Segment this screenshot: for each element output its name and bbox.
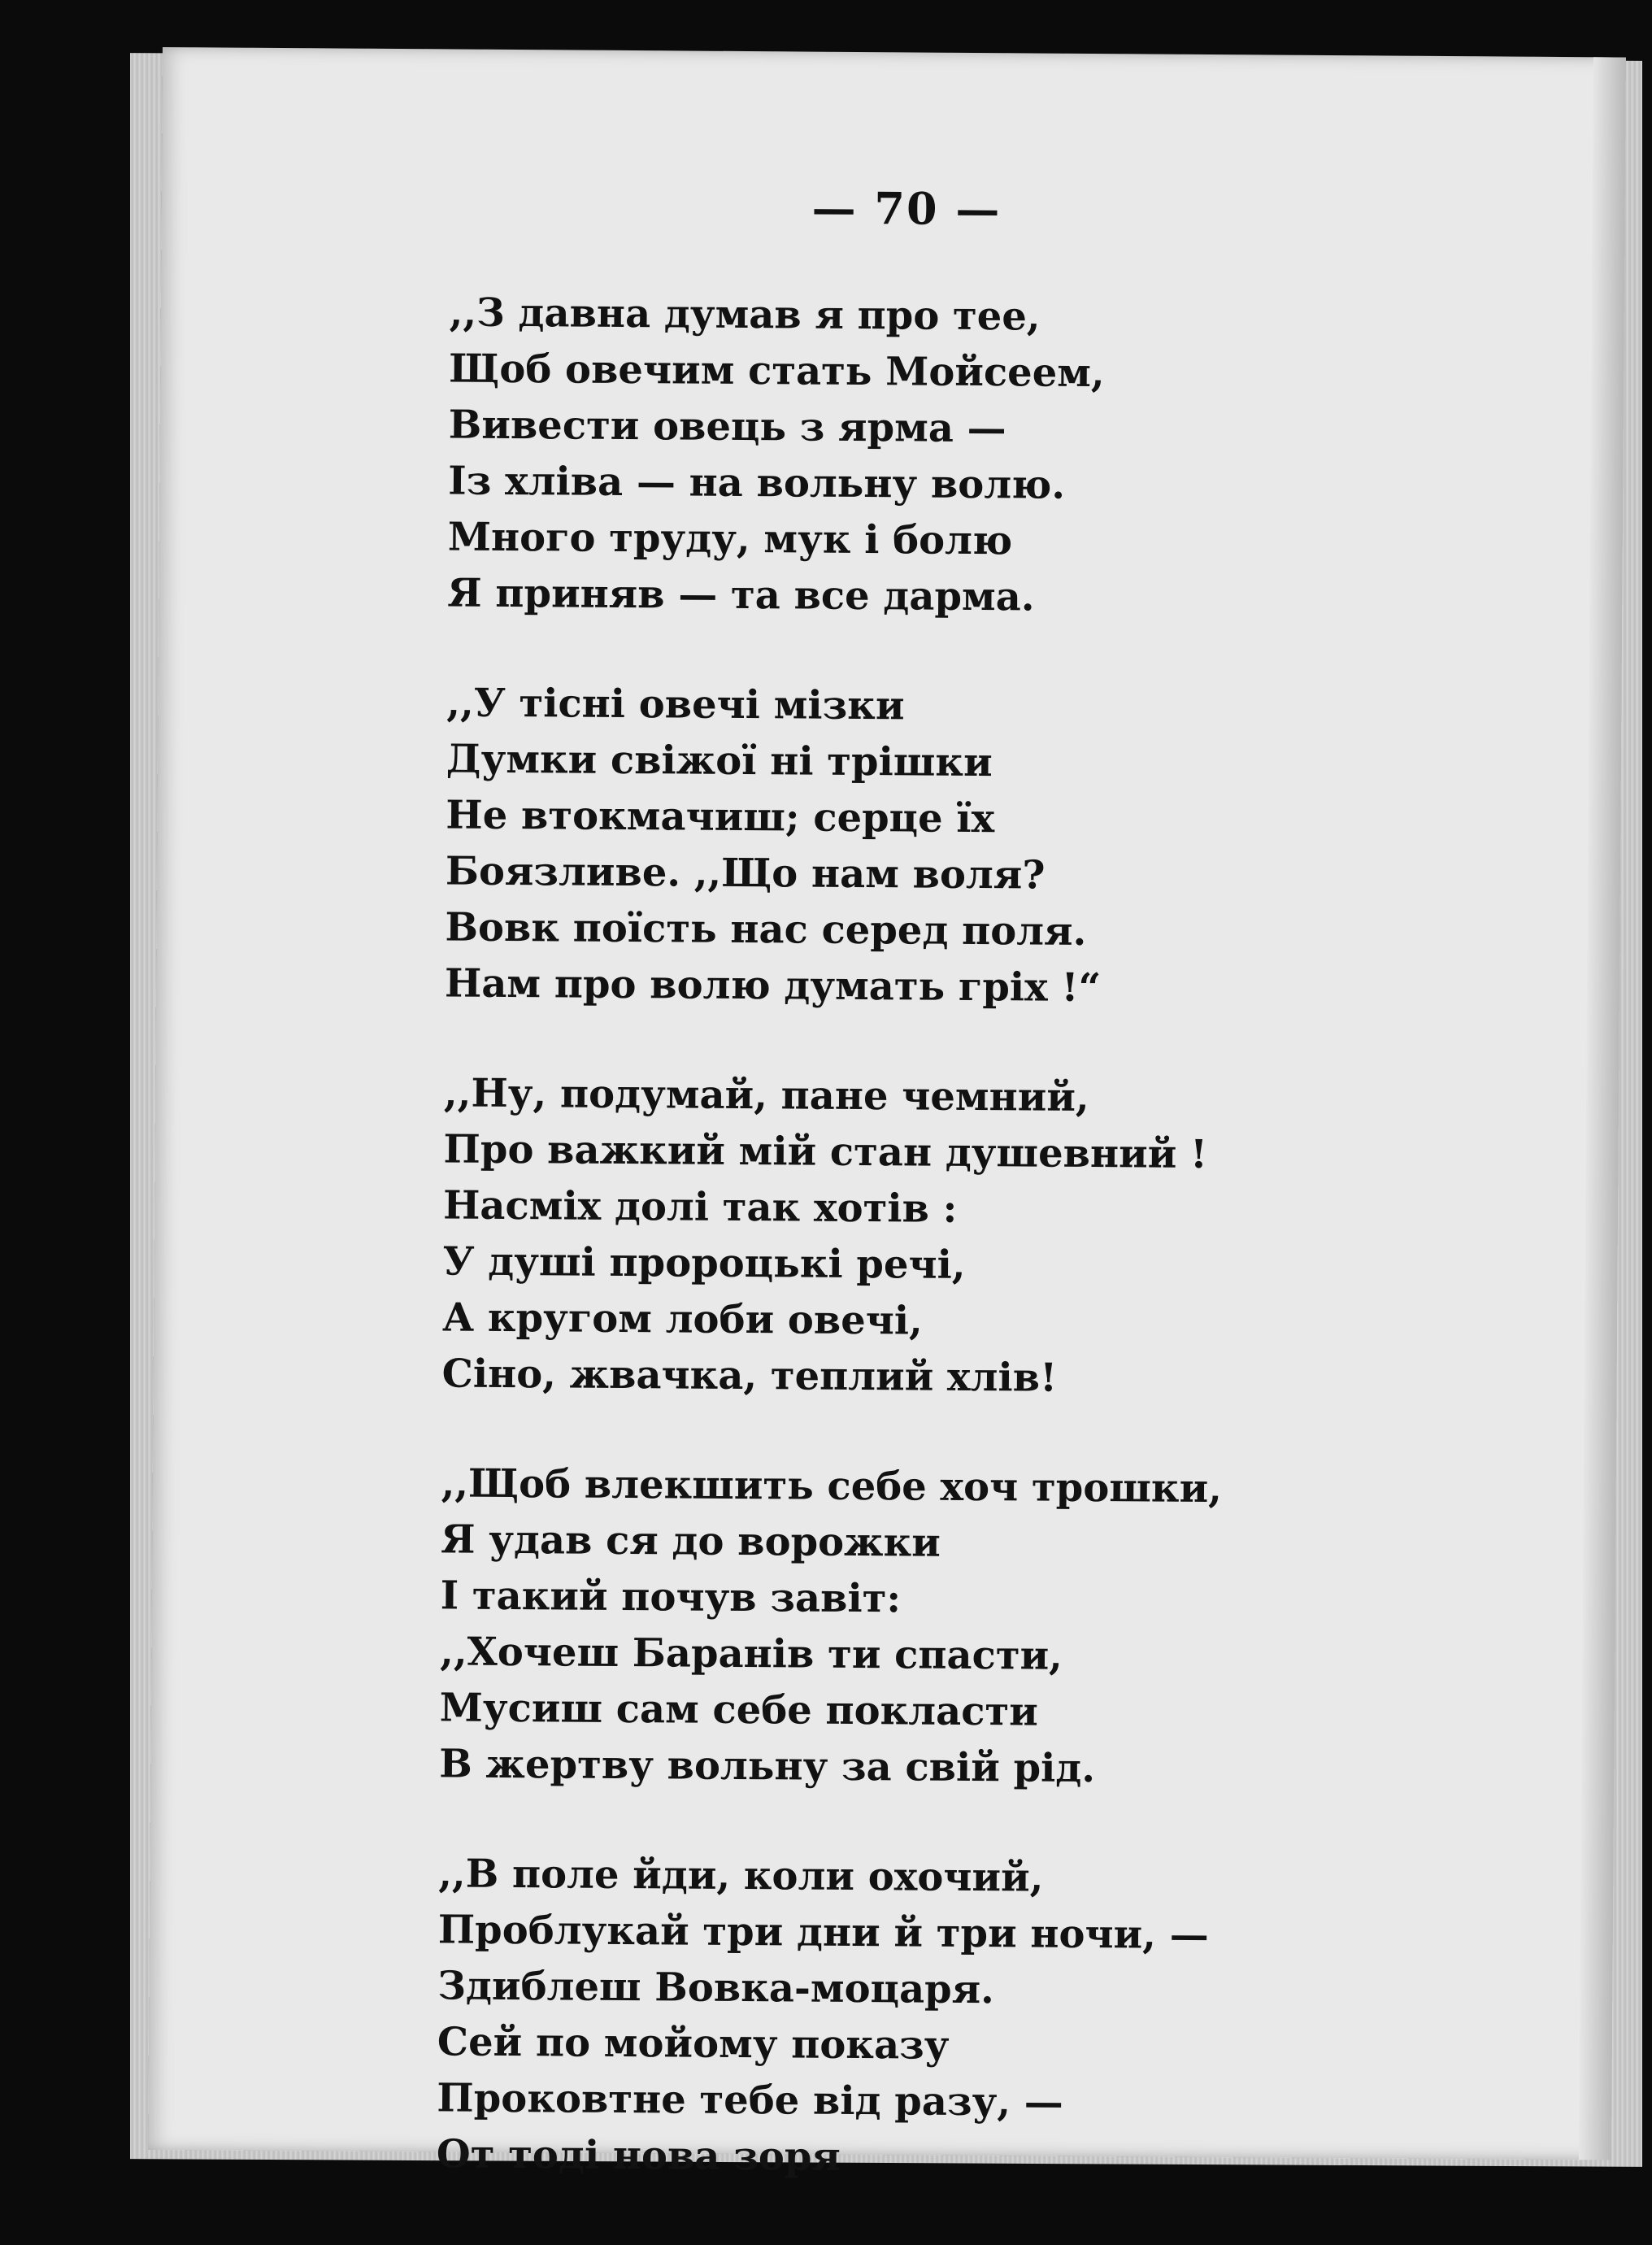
poem-line: Много труду, мук і болю (447, 514, 1013, 564)
poem-line: Вовк поїсть нас серед поля. (445, 904, 1087, 955)
poem-line: Боязливе. ,,Що нам воля? (445, 848, 1046, 898)
stanza-4 (439, 1455, 1539, 1799)
poem-line: Нам про волю думать гріх !“ (444, 960, 1102, 1012)
poem-line: ,,Ну, подумай, пане чемний, (443, 1070, 1089, 1120)
poem-line: ,,У тісні овечі мізки (446, 680, 905, 729)
poem-line: В жертву вольну за свій рід. (439, 1741, 1096, 1792)
poem-line: Проблукай три дни й три ночи, — (437, 1907, 1209, 1959)
poem-line: Здиблеш Вовка-моцаря. (437, 1963, 995, 2013)
stanza-1 (447, 285, 1547, 629)
book-page (148, 47, 1626, 2180)
poem-line: Насміх долі так хотів : (442, 1182, 958, 1232)
poem-line: Мусиш сам себе покласти (439, 1685, 1039, 1735)
stanza-2 (445, 675, 1545, 1019)
poem-line: А кругом лоби овечі, (441, 1294, 924, 1344)
poem-line: І такий почув завіт: (440, 1573, 902, 1622)
poem-line: Щоб овечим стать Мойсеем, (449, 346, 1105, 397)
poem-line: Сіно, жвачка, теплий хлів! (441, 1351, 1058, 1401)
stanza-5 (437, 1846, 1537, 2190)
poem-text (436, 285, 1547, 2243)
poem-line: Думки свіжої ні трішки (446, 736, 993, 786)
poem-line: Вивести овець з ярма — (448, 402, 1006, 452)
poem-line: Проковтне тебе від разу, — (437, 2075, 1063, 2125)
poem-line: ,,В поле йди, коли охочий, (438, 1851, 1044, 1901)
page-number: — 70 — (811, 181, 1002, 236)
poem-line: Із хліва — на вольну волю. (448, 458, 1066, 508)
poem-line: Про важкий мій стан душевний ! (443, 1126, 1208, 1178)
poem-line: ,,Хочеш Баранів ти спасти, (440, 1629, 1063, 1679)
poem-line: От тоді нова зоря (436, 2131, 841, 2180)
poem-line: Я приняв — та все дарма. (447, 570, 1035, 620)
poem-line: ,,З давна думав я про тее, (449, 289, 1041, 340)
poem-line: Не втокмачиш; серце їх (446, 792, 995, 842)
poem-line: Сей по мойому показу (437, 2019, 950, 2069)
poem-line: У душі пророцькі речі, (442, 1238, 966, 1288)
poem-line: Я удав ся до ворожки (440, 1516, 941, 1566)
poem-line: ,,Щоб влекшить себе хоч трошки, (441, 1460, 1223, 1512)
stanza-3 (441, 1065, 1541, 1409)
